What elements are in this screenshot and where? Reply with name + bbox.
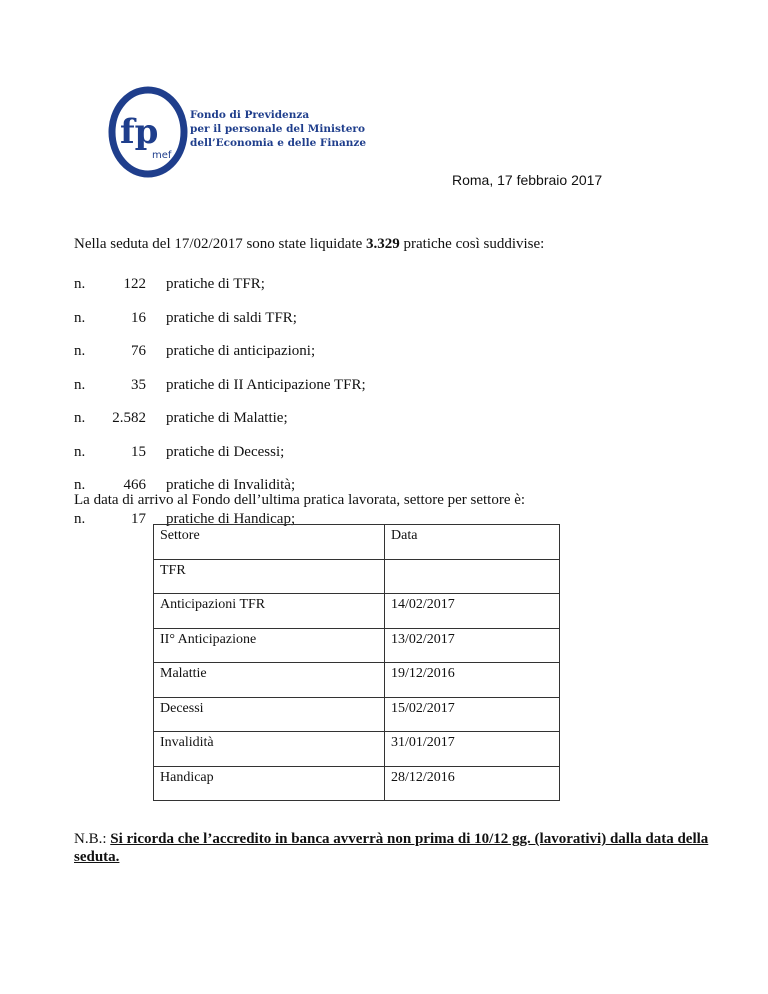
logo-mark-sub: mef: [152, 150, 172, 161]
intro-after: pratiche così suddivise:: [399, 236, 545, 252]
cell-sector: Anticipazioni TFR: [154, 594, 385, 629]
list-item: [74, 310, 674, 344]
cell-date: 19/12/2016: [385, 663, 560, 698]
item-number: 15: [131, 443, 146, 460]
logo-name: [190, 108, 366, 150]
intro-count: 3.329: [366, 236, 400, 252]
item-number: 35: [131, 376, 146, 393]
intro-before: Nella seduta del 17/02/2017 sono state liquidate: [74, 236, 367, 252]
table-row: [154, 697, 560, 732]
item-number: 2.582: [112, 410, 146, 426]
fondo-logo: [108, 86, 367, 178]
header-data: Data: [385, 525, 560, 560]
item-number: 122: [123, 276, 146, 292]
table-row: [154, 594, 560, 629]
logo-line: per il personale del Ministero: [190, 123, 365, 135]
list-item: [74, 410, 674, 444]
date-line: Roma, 17 febbraio 2017: [452, 172, 603, 188]
list-item: [74, 343, 674, 377]
item-text: pratiche di II Anticipazione TFR;: [166, 376, 366, 393]
list-item: [74, 444, 674, 478]
item-prefix: n.: [74, 510, 86, 527]
table-row: [154, 663, 560, 698]
item-text: pratiche di Invalidità;: [166, 477, 296, 493]
item-text: pratiche di anticipazioni;: [166, 343, 316, 359]
nb-text: Si ricorda che l’accredito in banca avverrà non prima di 10/12 gg. (lavorativi) dalla data della seduta.: [74, 831, 709, 865]
item-text: pratiche di TFR;: [166, 276, 265, 292]
item-number: 16: [131, 309, 146, 326]
nota-bene: [74, 830, 714, 866]
cell-date: 28/12/2016: [385, 766, 560, 801]
item-prefix: n.: [74, 376, 86, 393]
table-row: [154, 766, 560, 801]
item-prefix: n.: [74, 443, 86, 460]
item-text: pratiche di Decessi;: [166, 443, 285, 460]
cell-sector: Invalidità: [154, 732, 385, 767]
item-text: pratiche di Malattie;: [166, 410, 288, 426]
cell-date: 14/02/2017: [385, 594, 560, 629]
item-prefix: n.: [74, 477, 86, 493]
item-number: 466: [123, 477, 146, 493]
logo-line: Fondo di Previdenza: [190, 109, 310, 121]
logo-mark: fp: [120, 112, 159, 152]
item-text: pratiche di Handicap;: [166, 510, 296, 527]
cell-sector: II° Anticipazione: [154, 628, 385, 663]
item-number: 17: [131, 510, 146, 527]
cell-sector: Handicap: [154, 766, 385, 801]
table-row: [154, 732, 560, 767]
cell-sector: TFR: [154, 559, 385, 594]
cell-date: 15/02/2017: [385, 697, 560, 732]
header-settore: Settore: [154, 525, 385, 560]
item-prefix: n.: [74, 410, 86, 426]
item-prefix: n.: [74, 343, 86, 359]
cell-date: [385, 559, 560, 594]
list-item: [74, 276, 674, 310]
sector-table: [153, 524, 560, 801]
list-item: [74, 377, 674, 411]
item-prefix: n.: [74, 276, 86, 292]
cell-sector: Decessi: [154, 697, 385, 732]
cell-date: 31/01/2017: [385, 732, 560, 767]
table-row: [154, 628, 560, 663]
nb-label: N.B.:: [74, 831, 111, 847]
table-header-row: [154, 525, 560, 560]
cell-date: 13/02/2017: [385, 628, 560, 663]
item-prefix: n.: [74, 309, 86, 326]
item-text: pratiche di saldi TFR;: [166, 309, 297, 326]
cell-sector: Malattie: [154, 663, 385, 698]
table-row: [154, 559, 560, 594]
logo-line: dell’Economia e delle Finanze: [190, 137, 367, 149]
item-number: 76: [131, 343, 146, 359]
fp-emblem: [108, 86, 192, 178]
intro-paragraph: [74, 236, 544, 253]
table-intro: La data di arrivo al Fondo dell’ultima pratica lavorata, settore per settore è:: [74, 492, 526, 508]
